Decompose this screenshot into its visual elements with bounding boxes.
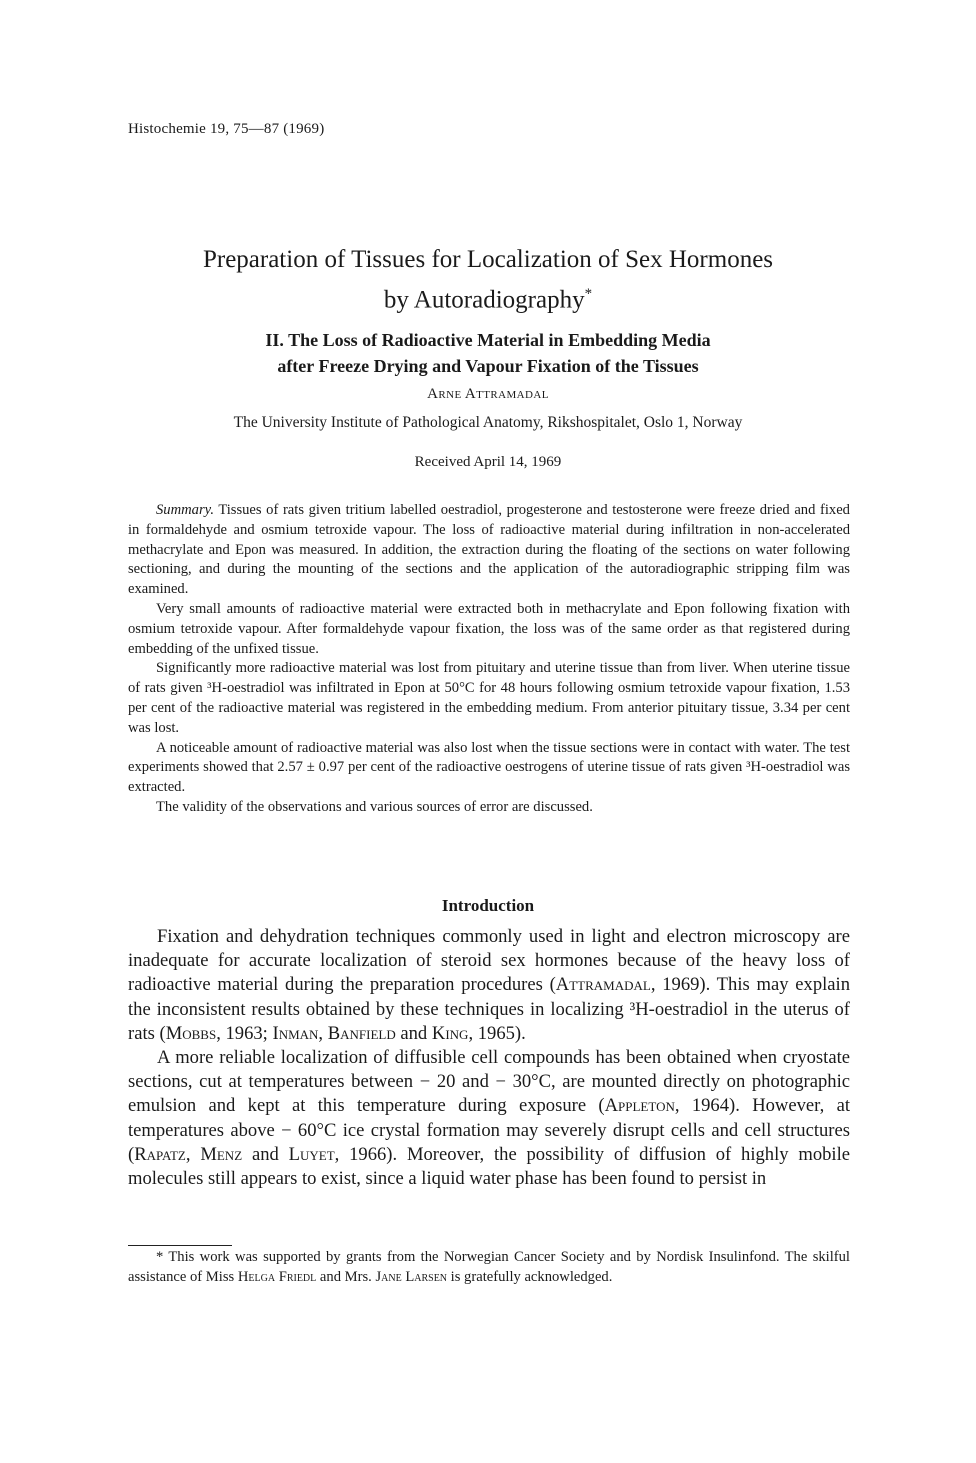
author-name: Arne Attramadal: [427, 386, 549, 402]
footnote-name: Helga Friedl: [237, 1268, 317, 1285]
summary-paragraph: Very small amounts of radioactive material were extracted both in methacrylate and Epon following fixation with osmium tetroxide vapour. After formaldehyde vapour fixation, the loss was of the same order as that registered during embedding of the unfixed tissue.: [128, 600, 850, 657]
footnote-name: Jane Larsen: [375, 1268, 448, 1285]
footnote-divider: [128, 1245, 232, 1246]
title-line-2: by Autoradiography: [383, 286, 585, 314]
citation-link[interactable]: Attramadal: [555, 974, 651, 996]
footnote-text: * This work was supported by grants from the Norwegian Cancer Society and by Nordisk Insulinfond. The skilful assistance of Miss Helga Friedl and Mrs. Jane Larsen is gratefully acknowledged.: [128, 1249, 850, 1285]
summary-paragraph: The validity of the observations and various sources of error are discussed.: [156, 798, 593, 815]
summary-section: [128, 501, 850, 818]
journal-reference: Histochemie 19, 75—87 (1969): [128, 121, 325, 137]
summary-paragraph: Significantly more radioactive material was lost from pituitary and uterine tissue than from liver. When uterine tissue of rats given ³H-oestradiol was infiltrated in Epon at 50°C for 48 hours following osmium tetroxide vapour fixation, 1.53 per cent of the radioactive material was registered in the embedding medium. From anterior pituitary tissue, 3.34 per cent was lost.: [128, 660, 850, 736]
author-affiliation: The University Institute of Pathological Anatomy, Rikshospitalet, Oslo 1, Norway: [233, 414, 743, 431]
citation-link[interactable]: Appleton: [604, 1095, 675, 1117]
title-footnote-marker[interactable]: *: [584, 286, 593, 302]
citation-link[interactable]: Menz: [200, 1143, 243, 1165]
body-paragraph: A more reliable localization of diffusible cell compounds has been obtained when cryostate sections, cut at temperatures between − 20 and − 30°C, are mounted directly on photographic emulsion and kept at this temperature during exposure (Appleton, 1964). However, at temperatures above − 60°C ice crystal formation may severely disrupt cells and cell structures (Rapatz, Menz and Luyet, 1966). Moreover, the possibility of diffusion of highly mobile molecules still appears to exist, since a liquid water phase has been found to persist in: [128, 1047, 851, 1190]
subtitle-line-2: after Freeze Drying and Vapour Fixation of the Tissues: [277, 356, 699, 377]
citation-link[interactable]: Inman: [272, 1022, 319, 1044]
paper-title: [0, 243, 976, 317]
body-paragraph: Fixation and dehydration techniques commonly used in light and electron microscopy are inadequate for accurate localization of steroid sex hormones because of the heavy loss of radioactive material during the preparation procedures (Attramadal, 1969). This may explain the inconsistent results obtained by these techniques in localizing ³H-oestradiol in the uterus of rats (Mobbs, 1963; Inman, Banfield and King, 1965).: [128, 926, 850, 1044]
citation-link[interactable]: Mobbs: [165, 1022, 217, 1044]
footnote: [128, 1248, 850, 1287]
citation-link[interactable]: Banfield: [327, 1022, 396, 1044]
paper-subtitle: [0, 327, 976, 379]
introduction-body: [128, 925, 850, 1191]
citation-link[interactable]: Luyet: [288, 1143, 335, 1165]
title-line-1: Preparation of Tissues for Localization of Sex Hormones: [202, 246, 774, 273]
received-date: Received April 14, 1969: [414, 454, 562, 470]
summary-paragraph: A noticeable amount of radioactive material was also lost when the tissue sections were in contact with water. The test experiments showed that 2.57 ± 0.97 per cent of the radioactive oestrogens of uterine tissue of rats given ³H-oestradiol was extracted.: [128, 739, 850, 796]
summary-paragraph: Summary. Tissues of rats given tritium labelled oestradiol, progesterone and testosterone were freeze dried and fixed in formaldehyde and osmium tetroxide vapour. The loss of radioactive material during infiltration in non-accelerated methacrylate and Epon was measured. In addition, the extraction during the floating of the sections on water following sectioning, and during the mounting of the sections and the application of the autoradiographic stripping film was examined.: [128, 502, 850, 598]
citation-link[interactable]: Rapatz: [134, 1143, 186, 1165]
summary-label: Summary.: [156, 502, 214, 518]
citation-link[interactable]: King: [431, 1022, 469, 1044]
subtitle-line-1: II. The Loss of Radioactive Material in Embedding Media: [265, 330, 711, 351]
title-block: [0, 243, 976, 379]
introduction-heading: Introduction: [441, 896, 535, 915]
